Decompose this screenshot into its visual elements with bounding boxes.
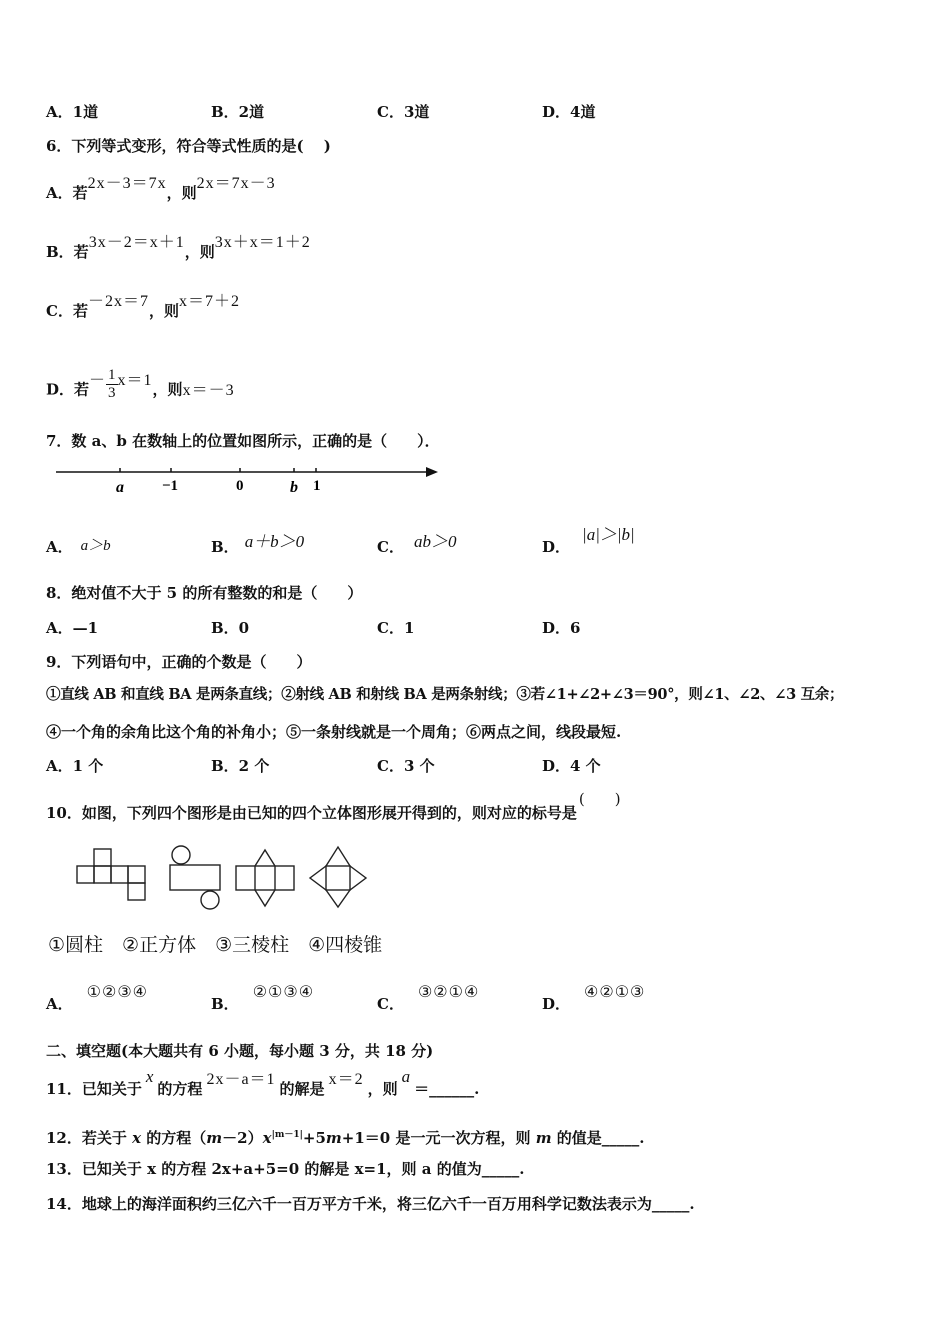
q7-option-b: B． a＋b＞0 — [211, 532, 305, 556]
label-neg1: −1 — [162, 478, 179, 494]
q11: 11．已知关于x的方程2x－a＝1的解是x＝2，则a＝______. — [46, 1067, 480, 1098]
q6-option-d: D．若－ $\frac{1}{3}$ x＝1，则x＝－3 — [46, 367, 235, 401]
solid-labels: ①圆柱 ②正方体 ③三棱柱 ④四棱锥 — [48, 934, 383, 956]
number-line — [50, 460, 450, 500]
q10-option-c: C．③②①④ — [377, 984, 480, 1013]
section-heading: 二、填空题(本大题共有 6 小题，每小题 3 分，共 18 分) — [46, 1042, 434, 1060]
label-1: 1 — [313, 478, 321, 494]
q8-option-b: B．0 — [211, 619, 250, 637]
q13: 13．已知关于 x 的方程 2x+a+5=0 的解是 x=1，则 a 的值为_____. — [46, 1160, 525, 1178]
q8-option-d: D．6 — [542, 619, 581, 637]
cube-net-shape — [77, 849, 145, 900]
q5-option-c: C．3道 — [377, 103, 430, 121]
label-0: 0 — [236, 478, 244, 494]
triangular-prism-net-shape — [236, 850, 294, 906]
q5-option-a: A．1道 — [46, 103, 99, 121]
cylinder-net-shape — [170, 846, 220, 909]
q8-stem: 8．绝对值不大于 5 的所有整数的和是（ ） — [46, 584, 363, 602]
q9-statements-line1: ①直线 AB 和直线 BA 是两条直线；②射线 AB 和射线 BA 是两条射线；③若∠1+∠2+∠3＝90°，则∠1、∠2、∠3 互余； — [46, 686, 844, 703]
square-pyramid-net-shape — [310, 847, 366, 907]
unfolded-nets-figure — [70, 842, 380, 914]
q7-option-c: C． ab＞0 — [377, 532, 457, 556]
q10-answer-paren: ( ) — [578, 790, 621, 808]
q5-option-d: D．4道 — [542, 103, 596, 121]
q9-statements-line2: ④一个角的余角比这个角的补角小；⑤一条射线就是一个周角；⑥两点之间，线段最短. — [46, 723, 622, 741]
q9-option-b: B．2 个 — [211, 757, 270, 775]
q5-option-b: B．2道 — [211, 103, 265, 121]
fraction-one-third: $\frac{1}{3}$ — [108, 367, 116, 401]
q14: 14．地球上的海洋面积约三亿六千一百万平方千米，将三亿六千一百万用科学记数法表示为_____. — [46, 1195, 695, 1213]
q6-option-a: A．若2x－3＝7x，则2x＝7x－3 — [46, 175, 276, 202]
q6-stem: 6．下列等式变形，符合等式性质的是( ) — [46, 137, 331, 155]
q6-option-c: C．若－2x＝7，则x＝7＋2 — [46, 293, 240, 320]
q8-option-a: A．—1 — [46, 619, 99, 637]
label-b: b — [290, 479, 298, 496]
q6-option-b: B．若3x－2＝x＋1，则3x＋x＝1＋2 — [46, 234, 311, 261]
q9-option-c: C．3 个 — [377, 757, 435, 775]
q9-option-d: D．4 个 — [542, 757, 601, 775]
q9-stem: 9．下列语句中，正确的个数是（ ） — [46, 653, 312, 671]
q10-stem: 10．如图，下列四个图形是由已知的四个立体图形展开得到的，则对应的标号是( ) — [46, 790, 621, 822]
q10-option-d: D．④②①③ — [542, 984, 646, 1013]
q9-option-a: A．1 个 — [46, 757, 104, 775]
q7-stem: 7．数 a、b 在数轴上的位置如图所示，正确的是（ ）． — [46, 432, 440, 450]
q10-option-b: B．②①③④ — [211, 984, 315, 1013]
label-a: a — [116, 479, 124, 496]
q7-option-d: D．|a|＞|b| — [542, 525, 635, 556]
q12: 12．若关于 x 的方程$(m-2)x^{|m-1|}+5m+1=0$ 是一元一次方程，则 m 的值是_____. — [46, 1129, 645, 1147]
axis-arrow — [426, 467, 438, 477]
q10-option-a: A．①②③④ — [46, 984, 149, 1013]
q8-option-c: C．1 — [377, 619, 415, 637]
q7-option-a: A． a＞b — [46, 538, 111, 556]
